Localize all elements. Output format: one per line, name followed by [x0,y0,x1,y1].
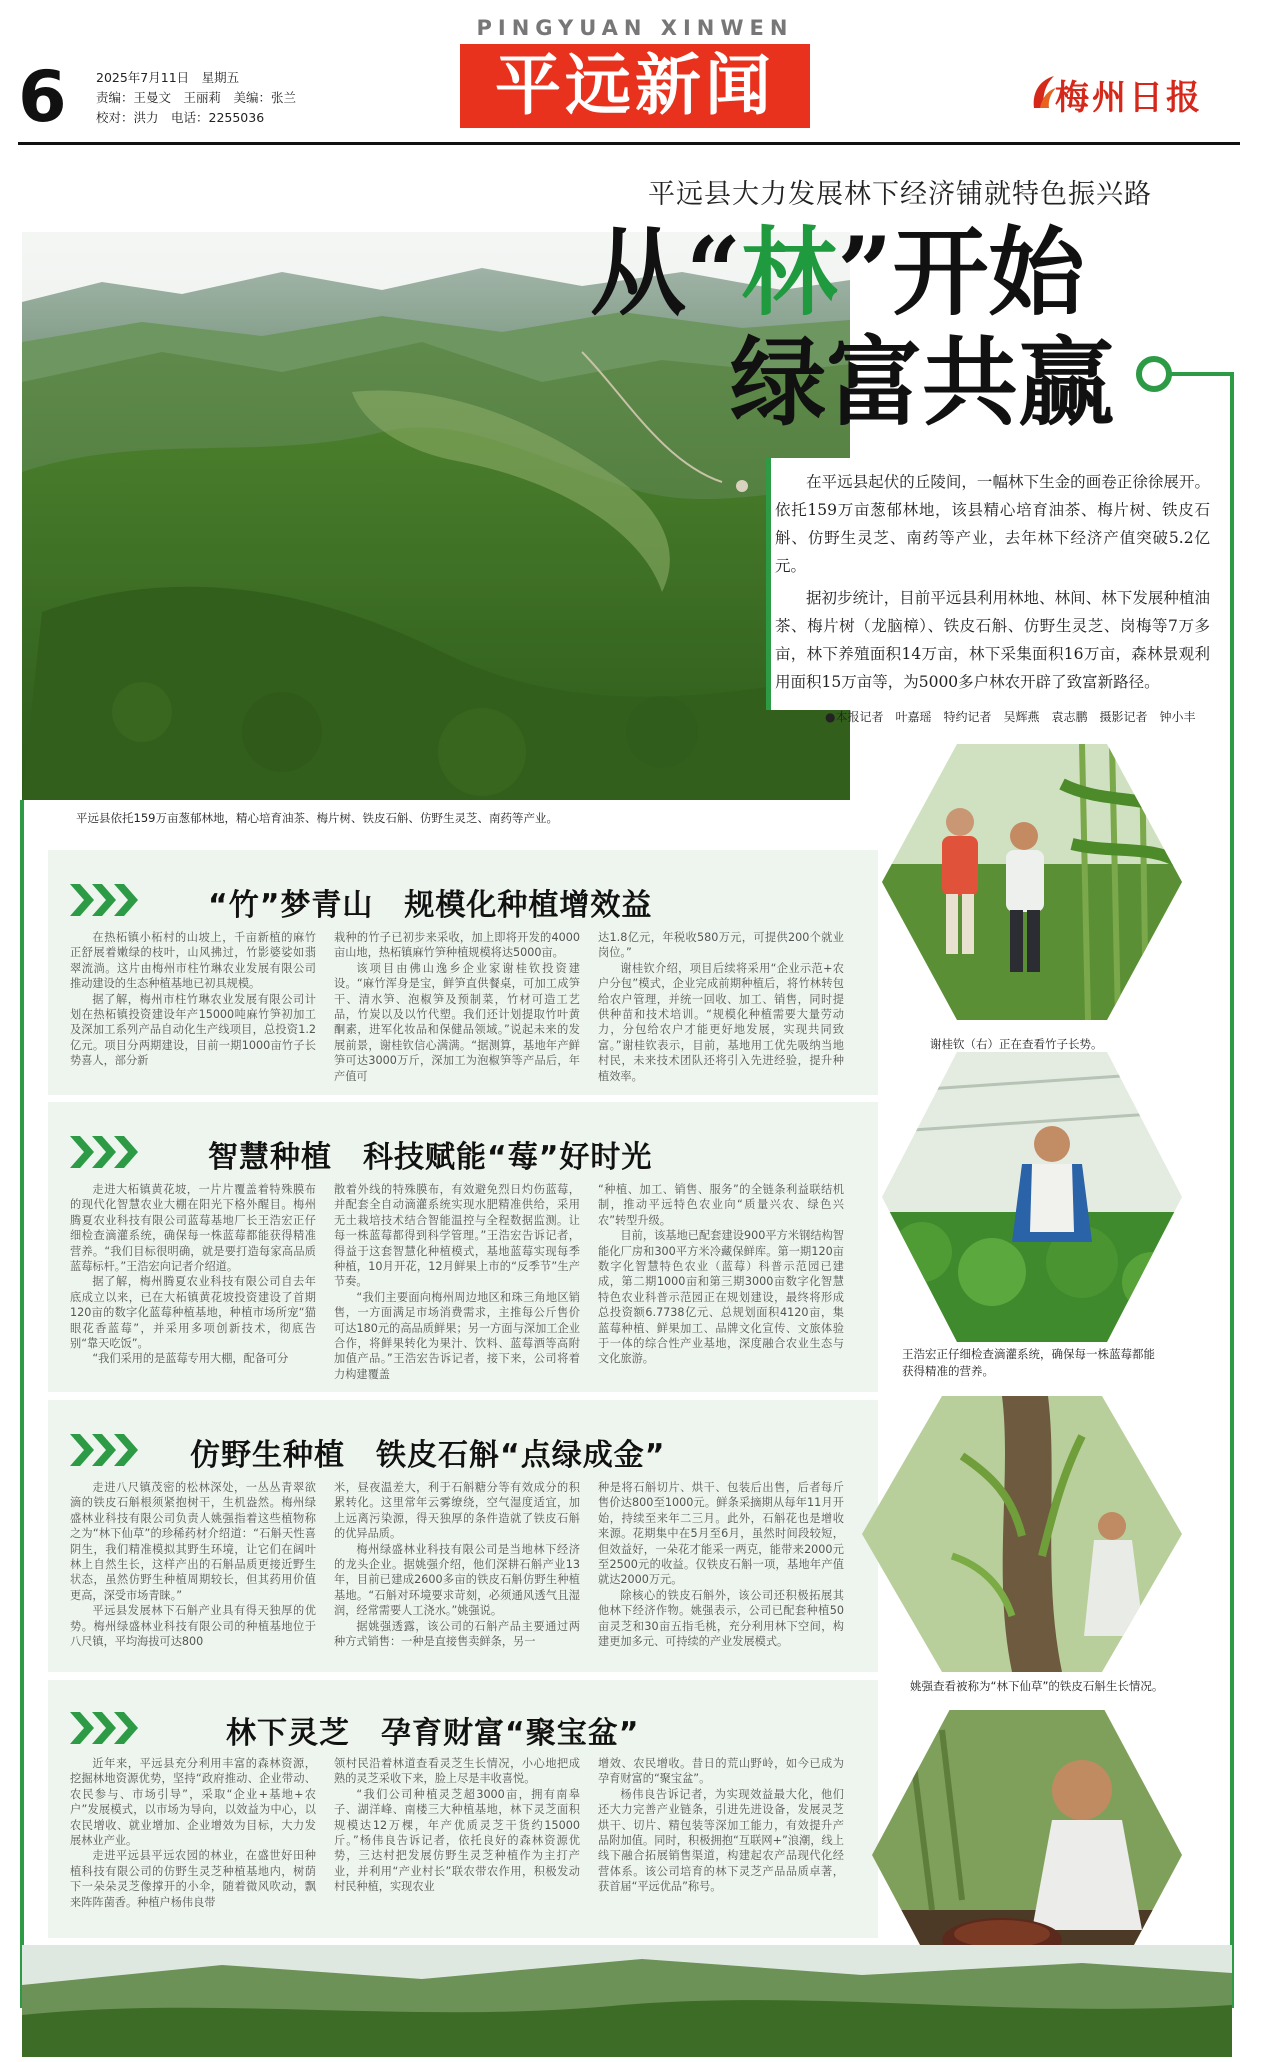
chevron-icon [66,880,138,920]
paragraph: 种是将石斛切片、烘干、包装后出售，后者每斤售价达800至1000元。鲜条采摘期从每年11月开始，持续至来年二三月。此外，石斛花也是增收来源。花期集中在5月至6月，虽然时间段较短，但效益好，一朵花才能采一两克，能带来2000元至2500元的收益。仅铁皮石斛一项，基地年产值就达2000万元。 [598,1481,844,1587]
paragraph: 除核心的铁皮石斛外，该公司还积极拓展其他林下经济作物。姚强表示，公司已配套种植50亩灵芝和30亩五指毛桃，充分利用林下空间，构建更加多元、可持续的产业发展模式。 [598,1588,844,1649]
proof-line: 校对：洪力 电话：2255036 [96,110,265,125]
paragraph: 平远县发展林下石斛产业具有得天独厚的优势。梅州绿盛林业科技有限公司的种植基地位于八尺镇，平均海拔可达800 [70,1604,316,1649]
editors-line: 责编：王曼文 王丽莉 美编：张兰 [96,90,297,105]
article-column [70,1480,316,1649]
paragraph: 达1.8亿元，年税收580万元，可提供200个就业岗位。” [598,931,844,960]
section-ganoderma [48,1680,878,1938]
section-columns [70,930,844,1084]
lead-paragraph-2: 据初步统计，目前平远县利用林地、林间、林下发展种植油茶、梅片树（龙脑樟）、铁皮石斛、仿野生灵芝、岗梅等7万多亩，林下养殖面积14万亩，林下采集面积16万亩，森林景观利用面积15万亩等，为5000多户林农开辟了致富新路径。 [775,589,1210,691]
paragraph: 栽种的竹子已初步来采收，加上即将开发的4000亩山地，热柘镇麻竹笋种植规模将达5000亩。 [334,931,580,960]
paragraph: 走进大柘镇黄花坡，一片片覆盖着特殊膜布的现代化智慧农业大棚在阳光下格外醒目。梅州腾夏农业科技有限公司蓝莓基地厂长王浩宏正仔细检查滴灌系统，确保每一株蓝莓都能获得精准营养。“我们目标很明确，就是要打造每家高品质蓝莓标杆。”王浩宏向记者介绍道。 [70,1183,316,1274]
photo-caption: 王浩宏正仔细检查滴灌系统，确保每一株蓝莓都能获得精准的营养。 [902,1347,1155,1378]
paragraph: 走进平远县平远农园的林业，在盛世好田种植科技有限公司的仿野生灵芝种植基地内，树荫下一朵朵灵芝像撑开的小伞，随着微风吹动，飘来阵阵菌香。种植户杨伟良带 [70,1849,316,1909]
chevron-icon [66,1430,138,1470]
paragraph: 散着外线的特殊膜布，有效避免烈日灼伤蓝莓，并配套全自动滴灌系统实现水肥精准供给，采用无土栽培技术结合智能温控与全程数据监测。让每一株蓝莓都得到科学管理。”王浩宏告诉记者，得益于这套智慧化种植模式，基地蓝莓实现每季种植，10月开花，12月鲜果上市的“反季节”生产节奏。 [334,1183,580,1289]
article-column [598,1182,844,1382]
chevron-icon [66,1132,138,1172]
section-title: “竹”梦青山 规模化种植增效益 [208,888,653,923]
paragraph: 领村民沿着林道查看灵芝生长情况，小心地把成熟的灵芝采收下来，脸上尽是丰收喜悦。 [334,1757,580,1786]
paragraph: 谢桂钦介绍，项目后续将采用“企业示范+农户分包”模式，企业完成前期种植后，将竹林转包给农户管理，并统一回收、加工、销售，同时提供种苗和技术培训。“规模化种植需要大量劳动力，分包给农户才能更好地发展，实现共同致富。”谢桂钦表示，目前，基地用工优先吸纳当地村民，未来技术团队还将引入先进经验，提升种植效率。 [598,961,844,1083]
headline-line1 [590,218,1084,328]
paragraph: 目前，该基地已配套建设900平方米钢结构智能化厂房和300平方米冷藏保鲜库。第一期120亩数字化智慧特色农业（蓝莓）科普示范园已建成，第二期1000亩和第三期3000亩数字化智慧特色农业科普示范园正在规划建设，最终将形成总投资额6.7738亿元、总规划面积4120亩，集蓝莓种植、鲜果加工、品牌文化宣传、文旅体验于一体的综合性产业基地，深度融合农业生态与文化旅游。 [598,1229,844,1366]
masthead-title: 平远新闻 [460,44,810,128]
issue-date: 2025年7月11日 星期五 [96,70,240,85]
paragraph: 据了解，梅州市柱竹琳农业发展有限公司计划在热柘镇投资建设年产15000吨麻竹笋初加工及深加工系列产品自动化生产线项目，总投资1.2亿元。项目分两期建设，目前一期1000亩竹子长势喜人，部分新 [70,992,316,1068]
article-column [598,930,844,1084]
masthead-pinyin: PINGYUAN XINWEN [476,16,794,40]
newspaper-brand: 梅州日报 [1055,78,1203,118]
lead-paragraph-1: 在平远县起伏的丘陵间，一幅林下生金的画卷正徐徐展开。依托159万亩葱郁林地，该县精心培育油茶、梅片树、铁皮石斛、仿野生灵芝、南药等产业，去年林下经济产值突破5.2亿元。 [775,473,1210,575]
article-column [70,1756,316,1910]
article-column [598,1756,844,1910]
section-columns [70,1756,844,1910]
section-blueberry [48,1102,878,1392]
headline-line1-tail: ”开始 [837,216,1085,329]
section-title: 智慧种植 科技赋能“莓”好时光 [208,1140,653,1175]
photo-blueberry-check [882,1052,1182,1342]
photo-dendrobium [862,1396,1182,1672]
page-meta [96,68,296,128]
paragraph: 增效、农民增收。昔日的荒山野岭，如今已成为孕育财富的“聚宝盆”。 [598,1757,844,1786]
bottom-forest-band [22,1945,1232,2057]
article-column [70,930,316,1084]
section-columns [70,1480,844,1649]
section-bamboo [48,850,878,1095]
headline-quote-open: 从“ [590,216,742,329]
frame-ring-icon [1136,356,1172,392]
chevron-icon [66,1708,138,1748]
article-column [334,1756,580,1910]
photo-bamboo-inspection [882,744,1182,1020]
article-column [70,1182,316,1382]
paragraph: 据姚强透露，该公司的石斛产品主要通过两种方式销售：一种是直接售卖鲜条，另一 [334,1619,580,1649]
paragraph: “种植、加工、销售、服务”的全链条利益联结机制，推动平远特色农业向“质量兴农、绿色兴农”转型升级。 [598,1183,844,1227]
page-number: 6 [18,56,67,138]
byline: ●本报记者 叶嘉瑶 特约记者 吴辉燕 袁志鹏 摄影记者 钟小丰 [825,710,1196,724]
lead-paragraphs [766,458,1216,710]
paragraph: 走进八尺镇茂密的松林深处，一丛丛青翠欲滴的铁皮石斛根须紧抱树干，生机盎然。梅州绿盛林业科技有限公司负责人姚强指着这些植物称之为“林下仙草”的珍稀药材介绍道：“石斛天性喜阴生，我们精准模拟其野生环境，让它们在阔叶林上自然生长，这样产出的石斛品质更接近野生状态，虽然仿野生种植周期较长，但其药用价值更高，深受市场青睐。” [70,1481,316,1602]
headline-accent-word: 林 [741,216,838,329]
headline-kicker: 平远县大力发展林下经济铺就特色振兴路 [648,179,1152,210]
paragraph: 在热柘镇小柘村的山坡上，千亩新植的麻竹正舒展着嫩绿的枝叶，山风拂过，竹影婆娑如翡翠流淌。这片由梅州市柱竹琳农业发展有限公司推动建设的生态种植基地已初具规模。 [70,931,316,991]
paragraph: 近年来，平远县充分利用丰富的森林资源，挖掘林地资源优势，坚持“政府推动、企业带动、农民参与、市场引导”，采取“企业+基地+农户”发展模式，以市场为导向，以效益为中心，以农民增收、就业增加、企业增效为目标，大力发展林业产业。 [70,1757,316,1848]
paragraph: “我们公司种植灵芝超3000亩，拥有南皋子、湖洋峰、南楼三大种植基地，林下灵芝面积规模达12万棵，年产优质灵芝干货约15000斤。”杨伟良告诉记者，依托良好的森林资源优势，三达村把发展仿野生灵芝种植作为主打产业，并利用“产业村长”联农带农作用，积极发动村民种植，实现农业 [334,1787,580,1894]
photo-caption: 姚强查看被称为“林下仙草”的铁皮石斛生长情况。 [910,1679,1164,1693]
article-column [334,1480,580,1649]
section-title: 林下灵芝 孕育财富“聚宝盆” [226,1716,640,1751]
paragraph: 据了解，梅州腾夏农业科技有限公司自去年底成立以来，已在大柘镇黄花坡投资建设了首期120亩的数字化蓝莓种植基地，种植市场所宠“猫眼花香蓝莓”，并采用多项创新技术，彻底告别“靠天吃饭”。 [70,1275,316,1351]
article-column [334,930,580,1084]
section-columns [70,1182,844,1382]
section-title: 仿野生种植 铁皮石斛“点绿成金” [190,1438,666,1473]
article-column [334,1182,580,1382]
paragraph: 该项目由佛山逸乡企业家谢桂钦投资建设。“麻竹浑身是宝，鲜笋直供餐桌，可加工成笋干、清水笋、泡椒笋及预制菜，竹材可造工艺品，竹炭以及以竹代塑。我们还计划提取竹叶黄酮素，进军化妆品和保健品领域。”说起未来的发展前景，谢桂钦信心满满。“据测算，基地年产鲜笋可达3000万斤，深加工为泡椒笋等产品后，年产值可 [334,961,580,1083]
paragraph: 梅州绿盛林业科技有限公司是当地林下经济的龙头企业。据姚强介绍，他们深耕石斛产业13年，目前已建成2600多亩的铁皮石斛仿野生种植基地。“石斛对环境要求苛刻，必须通风透气且湿润，经常需要人工浇水。”姚强说。 [334,1542,580,1618]
hero-caption: 平远县依托159万亩葱郁林地，精心培育油茶、梅片树、铁皮石斛、仿野生灵芝、南药等产业。 [76,811,558,825]
paragraph: “我们采用的是蓝莓专用大棚，配备可分 [92,1352,289,1366]
photo-caption: 谢桂钦（右）正在查看竹子长势。 [930,1037,1103,1051]
headline-line2: 绿富共赢 [730,326,1114,439]
section-dendrobium [48,1400,878,1672]
paragraph: 米，昼夜温差大，利于石斛糖分等有效成分的积累转化。这里常年云雾缭绕，空气湿度适宜，加上远离污染源，得天独厚的条件造就了铁皮石斛的优异品质。 [334,1481,580,1541]
paragraph: 杨伟良告诉记者，为实现效益最大化，他们还大力完善产业链条，引进先进设备，发展灵芝烘干、切片、精包装等深加工能力，有效提升产品附加值。同时，积极拥抱“互联网+”浪潮，线上线下融合拓展销售渠道，构建起农产品现代化经营体系。该公司培育的林下灵芝产品品质卓著，获首届“平远优品”称号。 [598,1787,844,1894]
frame-left-rule [20,800,24,2008]
masthead-rule [18,142,1240,145]
frame-right-rule [1230,372,1234,2008]
newspaper-logo-icon [1030,72,1058,112]
paragraph: “我们主要面向梅州周边地区和珠三角地区销售，一方面满足市场消费需求，主推每公斤售价可达180元的高品质鲜果；另一方面与深加工企业合作，将鲜果转化为果汁、饮料、蓝莓酒等高附加值产品。”王浩宏告诉记者，接下来，公司将着力构建覆盖 [334,1290,580,1381]
article-column [598,1480,844,1649]
